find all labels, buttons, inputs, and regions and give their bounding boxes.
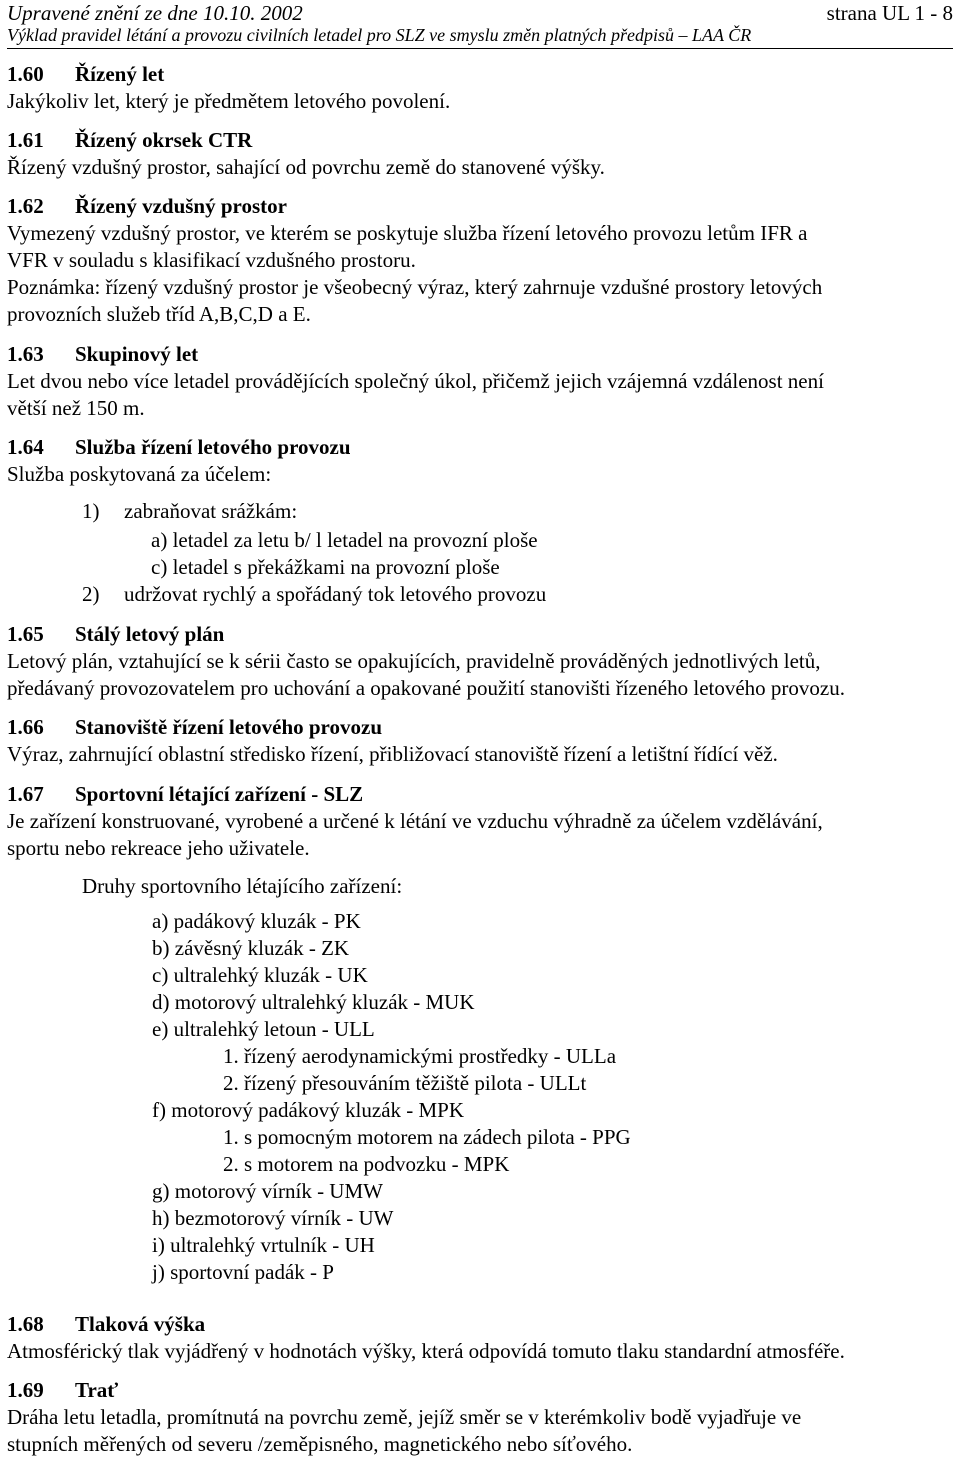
section-number: 1.67 [7,782,44,806]
section-title: Trať [75,1378,119,1402]
section-text-line: VFR v souladu s klasifikací vzdušného prostoru. [7,248,416,272]
slz-types-list [152,908,631,1286]
page-header [7,0,953,49]
section-1-64 [7,434,953,488]
section-1-60 [7,61,953,115]
list-subitem: 2. řízený přesouváním těžiště pilota - ULLt [223,1071,587,1095]
section-1-69 [7,1377,953,1458]
header-version: Upravené znění ze dne 10.10. 2002 [7,1,303,25]
section-text: Služba poskytovaná za účelem: [7,462,272,486]
section-1-62 [7,193,953,328]
section-1-61 [7,127,953,181]
section-number: 1.65 [7,622,44,646]
service-list [82,498,297,525]
section-title: Řízený let [75,62,165,86]
section-text: Výraz, zahrnující oblastní středisko řízení, přibližovací stanoviště řízení a letištní řídící věž. [7,742,778,766]
section-1-66 [7,714,953,768]
list-item-number: 2) [82,582,100,606]
list-subitem: 1. s pomocným motorem na zádech pilota - PPG [223,1125,631,1149]
section-title: Řízený vzdušný prostor [75,194,287,218]
section-text-line: Vymezený vzdušný prostor, ve kterém se poskytuje služba řízení letového provozu letům IFR a [7,221,808,245]
list-item: g) motorový vírník - UMW [152,1179,383,1203]
section-heading [7,621,953,648]
header-document-title: Výklad pravidel létání a provozu civilních letadel pro SLZ ve smyslu změn platných předpisů – LAA ČR [7,25,752,45]
section-heading [7,1311,953,1338]
list-item: c) ultralehký kluzák - UK [152,963,368,987]
section-text-line: Dráha letu letadla, promítnutá na povrchu země, jejíž směr se v kterémkoliv bodě vyjadřuje ve [7,1405,802,1429]
section-heading [7,434,953,461]
header-page-number: strana UL 1 - 8 [826,1,953,25]
section-title: Skupinový let [75,342,199,366]
list-item: e) ultralehký letoun - ULL [152,1017,375,1041]
list-item: 1) zabraňovat srážkám: [82,499,298,523]
section-text-line: Letový plán, vztahující se k sérii často se opakujících, pravidelně prováděných jednotlivých letů, [7,649,821,673]
section-1-67 [7,781,953,862]
list-item: b) závěsný kluzák - ZK [152,936,350,960]
section-text-line: větší než 150 m. [7,396,145,420]
section-number: 1.66 [7,715,44,739]
section-text: Atmosférický tlak vyjádřený v hodnotách výšky, která odpovídá tomuto tlaku standardní atmosféře. [7,1339,845,1363]
list-subitem: c) letadel s překážkami na provozní ploše [151,555,500,579]
list-item: j) sportovní padák - P [152,1260,334,1284]
section-heading [7,781,953,808]
note-line: Poznámka: řízený vzdušný prostor je všeobecný výraz, který zahrnuje vzdušné prostory letových [7,275,823,299]
section-heading [7,1377,953,1404]
service-list-2 [82,581,546,608]
section-text-line: stupních měřených od severu /zeměpisného, magnetického nebo síťového. [7,1432,633,1456]
section-title: Stanoviště řízení letového provozu [75,715,383,739]
slz-types-title: Druhy sportovního létajícího zařízení: [82,874,403,898]
list-item: a) padákový kluzák - PK [152,909,361,933]
section-title: Služba řízení letového provozu [75,435,351,459]
section-heading [7,341,953,368]
section-number: 1.60 [7,62,44,86]
list-item: i) ultralehký vrtulník - UH [152,1233,375,1257]
section-title: Stálý letový plán [75,622,225,646]
section-1-63 [7,341,953,422]
section-1-68 [7,1311,953,1365]
section-title: Tlaková výška [75,1312,206,1336]
section-title: Řízený okrsek CTR [75,128,253,152]
list-item: f) motorový padákový kluzák - MPK [152,1098,465,1122]
section-heading [7,714,953,741]
list-subitem: 2. s motorem na podvozku - MPK [223,1152,510,1176]
section-number: 1.62 [7,194,44,218]
section-number: 1.63 [7,342,44,366]
section-number: 1.69 [7,1378,44,1402]
section-title: Sportovní létající zařízení - SLZ [75,782,364,806]
list-item: h) bezmotorový vírník - UW [152,1206,394,1230]
section-heading [7,127,953,154]
document-page [7,0,953,1456]
note-line: provozních služeb tříd A,B,C,D a E. [7,302,311,326]
section-text-line: sportu nebo rekreace jeho uživatele. [7,836,310,860]
list-item-number: 1) [82,499,100,523]
section-text-line: Let dvou nebo více letadel provádějících společný úkol, přičemž jejich vzájemná vzdálenost není [7,369,824,393]
service-sublist [151,527,538,581]
section-heading [7,61,953,88]
section-text: Jakýkoliv let, který je předmětem letového povolení. [7,89,451,113]
section-text-line: Je zařízení konstruované, vyrobené a určené k létání ve vzduchu výhradně za účelem vzdělávání, [7,809,823,833]
section-text: Řízený vzdušný prostor, sahající od povrchu země do stanovené výšky. [7,155,605,179]
section-number: 1.61 [7,128,44,152]
section-number: 1.64 [7,435,44,459]
section-number: 1.68 [7,1312,44,1336]
list-subitem: a) letadel za letu b/ l letadel na provozní ploše [151,528,538,552]
list-subitem: 1. řízený aerodynamickými prostředky - ULLa [223,1044,617,1068]
section-heading [7,193,953,220]
section-text-line: předávaný provozovatelem pro uchování a opakované použití stanovišti řízeného letového provozu. [7,676,845,700]
section-1-65 [7,621,953,702]
list-item: 2) udržovat rychlý a spořádaný tok letového provozu [82,582,547,606]
list-item: d) motorový ultralehký kluzák - MUK [152,990,475,1014]
